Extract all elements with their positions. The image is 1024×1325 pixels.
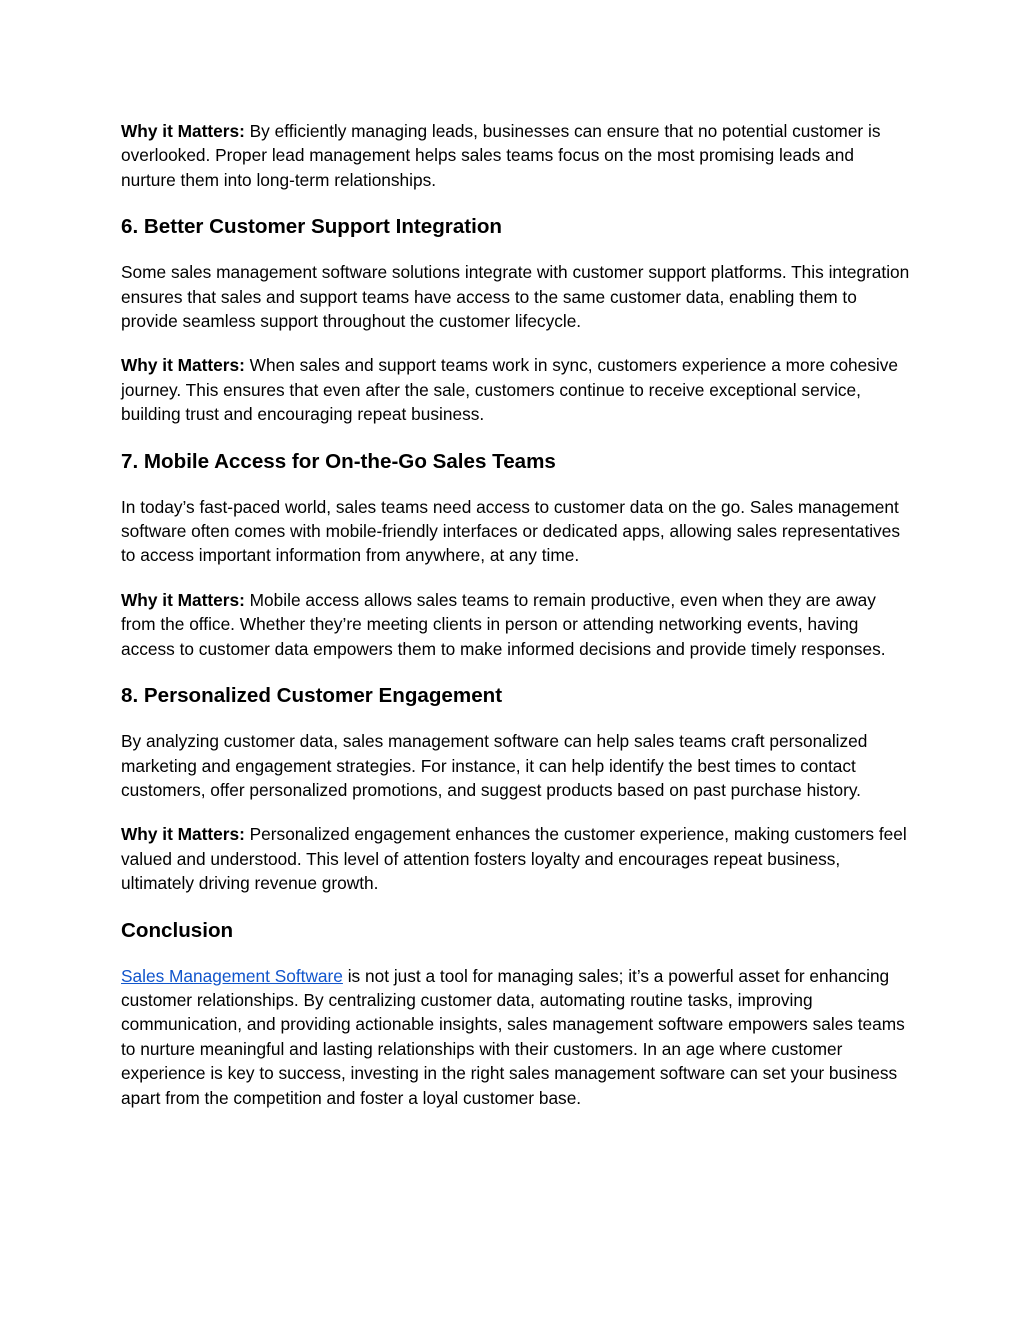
section-heading-7: 7. Mobile Access for On-the-Go Sales Teams bbox=[121, 449, 556, 473]
why-it-matters-text: By efficiently managing leads, businesses can ensure that no potential customer is overlooked. Proper lead management helps sales teams focus on the most promising leads and nurture them into long-term relationships. bbox=[121, 121, 881, 190]
why-it-matters-paragraph-5 bbox=[121, 119, 911, 192]
why-it-matters-paragraph-7 bbox=[121, 588, 911, 661]
why-it-matters-label: Why it Matters: bbox=[121, 589, 245, 610]
conclusion-text: is not just a tool for managing sales; it’s a powerful asset for enhancing customer relationships. By centralizing customer data, automating routine tasks, improving communication, and providing actionable insights, sales management software empowers sales teams to nurture meaningful and lasting relationships with their customers. In an age where customer experience is key to success, investing in the right sales management software can set your business apart from the competition and foster a loyal customer base. bbox=[121, 965, 905, 1108]
why-it-matters-label: Why it Matters: bbox=[121, 355, 245, 376]
section-heading-6: 6. Better Customer Support Integration bbox=[121, 215, 503, 239]
document-page bbox=[121, 119, 911, 1110]
section-body-6: Some sales management software solutions integrate with customer support platforms. This integration ensures that sales and support teams have access to the same customer data, enabling them to provide seamless support throughout the customer lifecycle. bbox=[121, 262, 910, 332]
why-it-matters-text: Personalized engagement enhances the customer experience, making customers feel valued and understood. This level of attention fosters loyalty and encourages repeat business, ultimately driving revenue growth. bbox=[121, 824, 907, 894]
why-it-matters-paragraph-6 bbox=[121, 353, 911, 426]
why-it-matters-text: When sales and support teams work in sync, customers experience a more cohesive journey. This ensures that even after the sale, customers continue to receive exceptional service, building trust and encouraging repeat business. bbox=[121, 355, 899, 425]
section-body-7: In today’s fast-paced world, sales teams need access to customer data on the go. Sales management software often comes with mobile-friendly interfaces or dedicated apps, allowing sales representatives to access important information from anywhere, at any time. bbox=[121, 496, 901, 566]
sales-management-software-link[interactable]: Sales Management Software bbox=[121, 965, 343, 986]
why-it-matters-label: Why it Matters: bbox=[121, 824, 245, 845]
conclusion-heading: Conclusion bbox=[121, 918, 234, 942]
conclusion-body bbox=[121, 964, 911, 1110]
why-it-matters-paragraph-8 bbox=[121, 822, 911, 895]
section-body-8: By analyzing customer data, sales management software can help sales teams craft personalized marketing and engagement strategies. For instance, it can help identify the best times to contact customers, offer personalized promotions, and suggest products based on past purchase history. bbox=[121, 731, 868, 800]
why-it-matters-label: Why it Matters: bbox=[121, 121, 245, 141]
why-it-matters-text: Mobile access allows sales teams to remain productive, even when they are away from the office. Whether they’re meeting clients in person or attending networking events, having access to customer data empowers them to make informed decisions and provide timely responses. bbox=[121, 589, 886, 659]
section-heading-8: 8. Personalized Customer Engagement bbox=[121, 684, 503, 708]
